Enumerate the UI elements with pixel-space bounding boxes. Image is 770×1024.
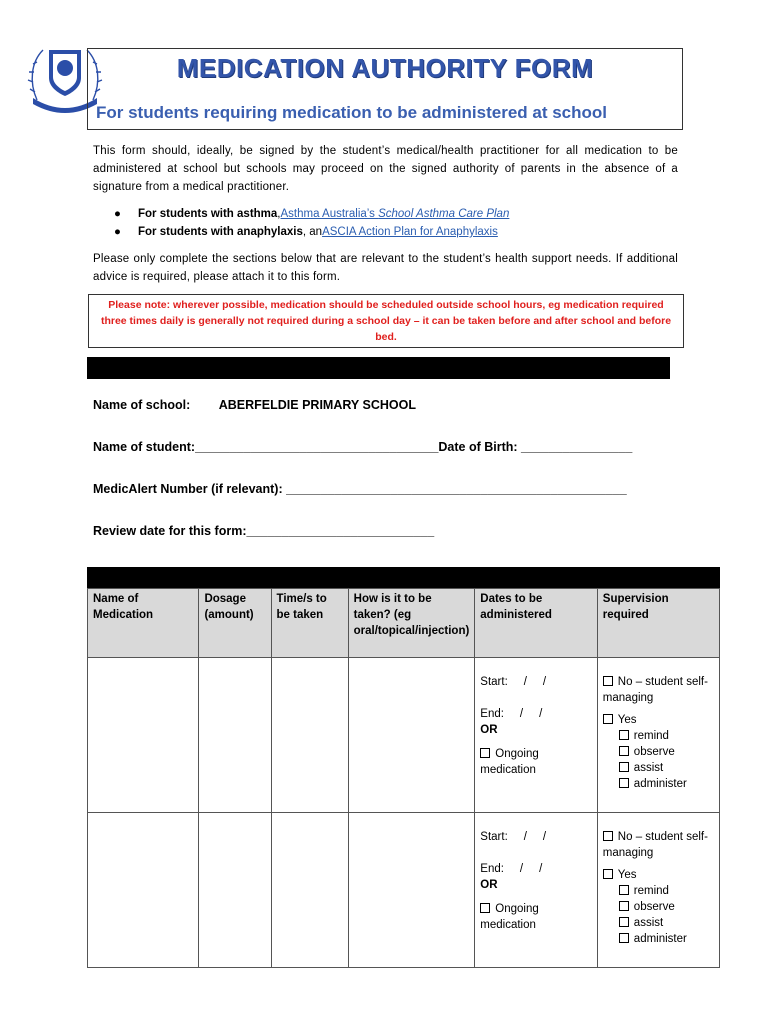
header-medication: Name of Medication: [88, 589, 199, 658]
header-supervision: Supervision required: [597, 589, 719, 658]
assist-option[interactable]: assist: [603, 915, 714, 931]
header-times: Time/s to be taken: [271, 589, 348, 658]
observe-option[interactable]: observe: [603, 744, 714, 760]
dates-cell: [475, 658, 598, 813]
start-date-field[interactable]: Start: / /: [480, 831, 547, 843]
administer-option[interactable]: administer: [603, 931, 714, 947]
supervision-cell: [597, 658, 719, 813]
supervision-no-option[interactable]: No – student self- managing: [602, 831, 708, 859]
medicalert-field[interactable]: MedicAlert Number (if relevant): _________________________________________________: [93, 482, 627, 496]
table-row: [88, 658, 720, 813]
ongoing-option[interactable]: Ongoing medication: [480, 748, 539, 776]
how-taken-cell[interactable]: [348, 813, 475, 968]
note-text: Please note: wherever possible, medication should be scheduled outside school hours, eg medication required three times daily is generally not required during a school day – it can be taken before and after school and before bed.: [100, 299, 672, 343]
ongoing-option[interactable]: Ongoing medication: [480, 903, 539, 931]
checkbox-icon[interactable]: [619, 933, 629, 943]
times-cell[interactable]: [271, 658, 348, 813]
ascia-plan-link[interactable]: ASCIA Action Plan for Anaphylaxis: [322, 226, 498, 238]
bullet-icon: ●: [114, 226, 121, 238]
end-date-field[interactable]: End: / /: [480, 863, 543, 875]
instructions-paragraph: Please only complete the sections below that are relevant to the student’s health support needs. If additional advice is required, please attach it to this form.: [93, 253, 678, 283]
bullet-list: [114, 205, 509, 241]
checkbox-icon[interactable]: [619, 762, 629, 772]
bullet-label: For students with asthma: [138, 208, 278, 220]
page-title: MEDICATION AUTHORITY FORM: [176, 53, 594, 83]
student-name-field[interactable]: Name of student:___________________________________Date of Birth: ________________: [93, 440, 633, 454]
medication-cell[interactable]: [88, 813, 199, 968]
school-name-field: [93, 398, 416, 412]
review-date-field[interactable]: Review date for this form:___________________________: [93, 524, 435, 538]
assist-option[interactable]: assist: [603, 760, 714, 776]
list-item: [114, 205, 509, 223]
remind-option[interactable]: remind: [603, 728, 714, 744]
supervision-cell: [597, 813, 719, 968]
checkbox-icon[interactable]: [603, 714, 613, 724]
times-cell[interactable]: [271, 813, 348, 968]
bullet-separator: ,: [277, 208, 281, 220]
supervision-yes-option[interactable]: Yes: [603, 712, 714, 728]
remind-option[interactable]: remind: [603, 883, 714, 899]
table-section-bar: [87, 567, 720, 588]
supervision-yes-option[interactable]: Yes: [603, 867, 714, 883]
dosage-cell[interactable]: [199, 658, 271, 813]
checkbox-icon[interactable]: [603, 831, 613, 841]
header-dosage: Dosage (amount): [199, 589, 271, 658]
checkbox-icon[interactable]: [619, 778, 629, 788]
title-box: [87, 48, 683, 130]
list-item: [114, 223, 509, 241]
dates-cell: [475, 813, 598, 968]
checkbox-icon[interactable]: [480, 748, 490, 758]
header-how-taken: How is it to be taken? (eg oral/topical/injection): [348, 589, 475, 658]
checkbox-icon[interactable]: [619, 730, 629, 740]
dosage-cell[interactable]: [199, 813, 271, 968]
header-dates: Dates to be administered: [475, 589, 598, 658]
checkbox-icon[interactable]: [619, 917, 629, 927]
asthma-plan-link[interactable]: Asthma Australia’s School Asthma Care Plan: [280, 208, 510, 220]
bullet-icon: ●: [114, 208, 121, 220]
bullet-label: For students with anaphylaxis: [138, 226, 303, 238]
or-label: OR: [480, 724, 498, 736]
how-taken-cell[interactable]: [348, 658, 475, 813]
bullet-separator: , an: [302, 226, 323, 238]
checkbox-icon[interactable]: [619, 746, 629, 756]
section-bar: [87, 357, 670, 379]
administer-option[interactable]: administer: [603, 776, 714, 792]
supervision-no-option[interactable]: No – student self- managing: [602, 676, 708, 704]
table-row: [88, 813, 720, 968]
checkbox-icon[interactable]: [603, 869, 613, 879]
school-label: Name of school:: [93, 398, 191, 412]
note-box: [88, 294, 684, 348]
checkbox-icon[interactable]: [619, 901, 629, 911]
table-header-row: [88, 589, 720, 658]
page-subtitle: For students requiring medication to be administered at school: [96, 103, 608, 122]
medication-cell[interactable]: [88, 658, 199, 813]
medication-table: [87, 588, 720, 968]
school-value: ABERFELDIE PRIMARY SCHOOL: [218, 398, 416, 412]
start-date-field[interactable]: Start: / /: [480, 676, 547, 688]
or-label: OR: [480, 879, 498, 891]
checkbox-icon[interactable]: [480, 903, 490, 913]
end-date-field[interactable]: End: / /: [480, 708, 543, 720]
checkbox-icon[interactable]: [619, 885, 629, 895]
observe-option[interactable]: observe: [603, 899, 714, 915]
intro-paragraph: This form should, ideally, be signed by the student’s medical/health practitioner for all medication to be administered at school but schools may proceed on the signed authority of parents in the absence of a signature from a medical practitioner.: [93, 145, 678, 193]
checkbox-icon[interactable]: [603, 676, 613, 686]
